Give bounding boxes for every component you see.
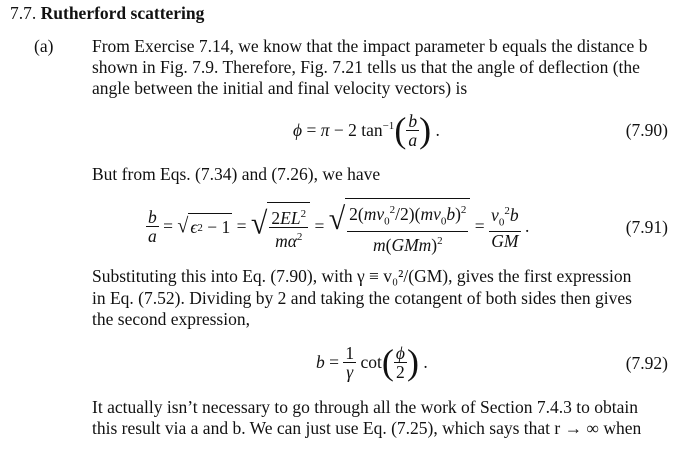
part-label: (a) [34, 36, 54, 56]
equation-number-7-91: (7.91) [625, 217, 668, 237]
equation-7-91: $\frac{b}{a}$ = √ ϵ 2 − 1 = √ $\frac{2EL^2}{m\alpha^2}$ = √ $\frac{2(mv_0^2/2)(mv_0b)^2}{m(GMm)^2}$ = $\frac{v_0^2b}{GM}$ . [146, 196, 529, 256]
equation-7-92: b = $\frac{1}{\gamma}$ cot ( $\frac{\phi}{2}$ ) . [316, 342, 428, 382]
section-heading [10, 3, 204, 23]
para3-line2: in Eq. (7.52). Dividing by 2 and taking the cotangent of both sides then gives [92, 288, 632, 308]
section-title: Rutherford scattering [40, 3, 205, 23]
section-number: 7.7. [10, 3, 37, 23]
para4-line1: It actually isn’t necessary to go through all the work of Section 7.4.3 to obtain [92, 397, 638, 417]
para3-line1: Substituting this into Eq. (7.90), with γ ≡ v₀²/(GM), gives the first expression [92, 266, 632, 286]
para4-line2: this result via a and b. We can just use Eq. (7.25), which says that r → ∞ when [92, 418, 642, 438]
equation-number-7-92: (7.92) [625, 353, 668, 373]
equation-7-90: ϕ = π − 2 $\tan^{-1}$ ( $\frac{b}{a}$ ) . [293, 110, 440, 150]
para3-line3: the second expression, [92, 309, 250, 329]
equation-number-7-90: (7.90) [625, 120, 668, 140]
para2-line1: But from Eqs. (7.34) and (7.26), we have [92, 164, 381, 184]
para1-line1: From Exercise 7.14, we know that the impact parameter b equals the distance b [92, 36, 648, 56]
para1-line2: shown in Fig. 7.9. Therefore, Fig. 7.21 tells us that the angle of deflection (the [92, 57, 640, 77]
para1-line3: angle between the initial and final velocity vectors) is [92, 78, 468, 98]
